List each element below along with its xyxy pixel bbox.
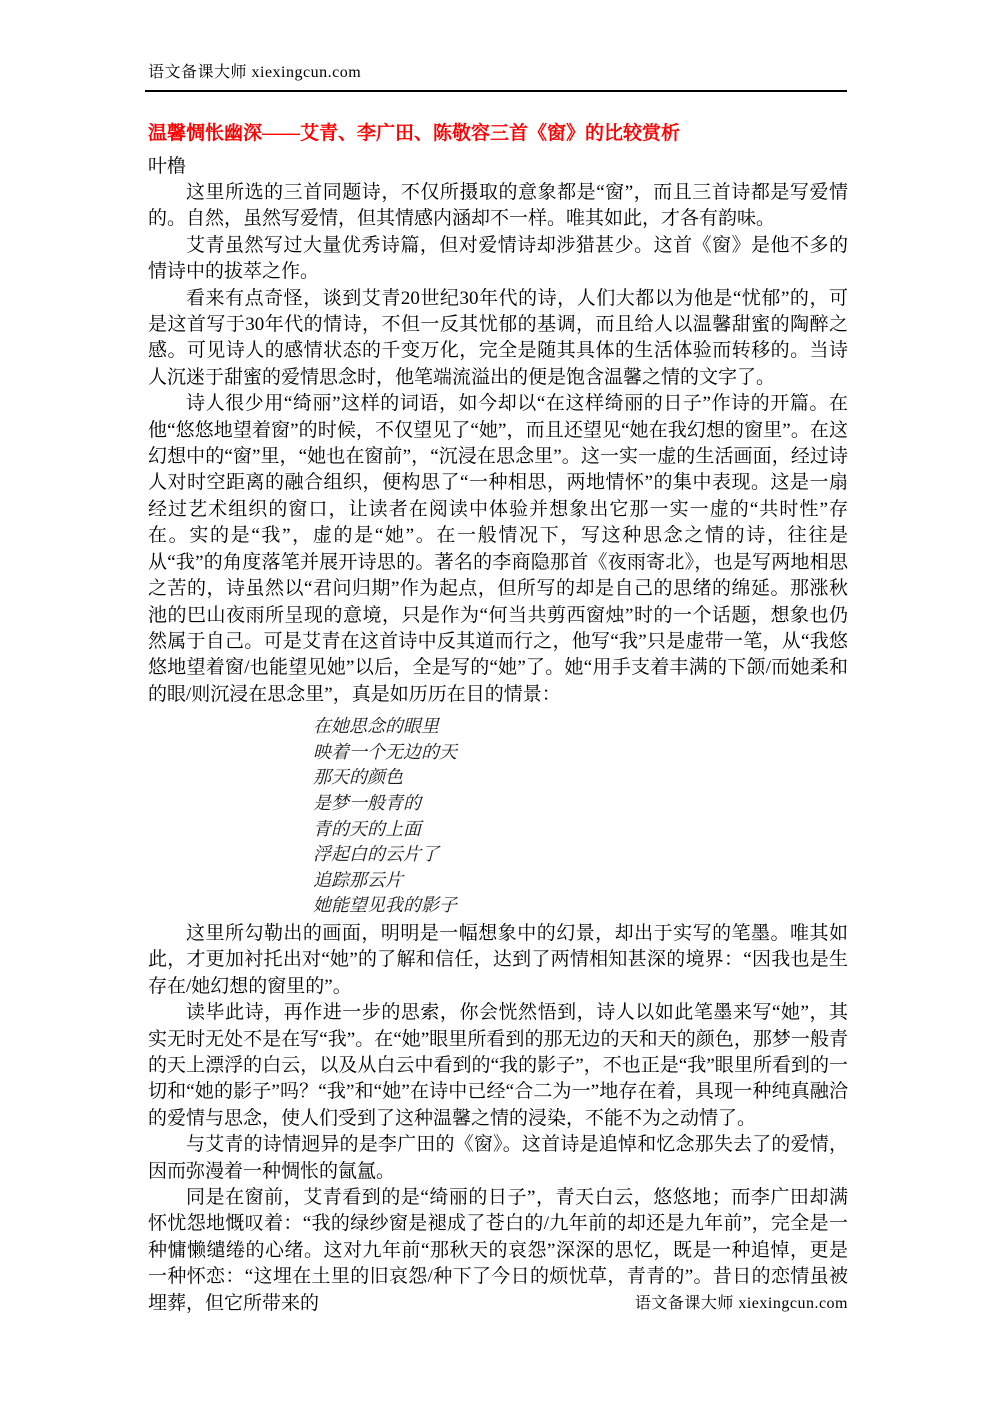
poem-line: 青的天的上面 xyxy=(313,818,421,839)
poem-line: 她能望见我的影子 xyxy=(313,895,457,916)
poem-line: 那天的颜色 xyxy=(313,767,403,788)
poem-line: 在她思念的眼里 xyxy=(313,716,439,737)
poem-line: 浮起白的云片了 xyxy=(313,844,439,865)
body-paragraph: 读毕此诗，再作进一步的思索，你会恍然悟到，诗人以如此笔墨来写“她”，其实无时无处不是在写“我”。在“她”眼里所看到的那无边的天和天的颜色，那梦一般青的天上漂浮的白云，以及从白云中看到的“我的影子”，不也正是“我”眼里所看到的一切和“她的影子”吗？“我”和“她”在诗中已经“合二为一”地存在着，具现一种纯真融洽的爱情与思念，使人们受到了这种温馨之情的浸染，不能不为之动情了。 xyxy=(148,1002,848,1129)
body-paragraph: 与艾青的诗情迥异的是李广田的《窗》。这首诗是追悼和忆念那失去了的爱情，因而弥漫着一种惆怅的氤氲。 xyxy=(148,1134,848,1182)
header-site-brand: 语文备课大师 xiexingcun.com xyxy=(148,64,362,81)
poem-block xyxy=(313,714,848,919)
poem-line: 映着一个无边的天 xyxy=(313,741,457,762)
body-paragraph: 这里所选的三首同题诗，不仅所摄取的意象都是“窗”，而且三首诗都是写爱情的。自然，虽然写爱情，但其情感内涵却不一样。唯其如此，才各有韵味。 xyxy=(148,182,848,230)
paragraphs-after-poem xyxy=(148,921,848,1317)
poem-line: 是梦一般青的 xyxy=(313,792,421,813)
body-paragraph: 看来有点奇怪，谈到艾青20世纪30年代的诗，人们大都以为他是“忧郁”的，可是这首写于30年代的情诗，不但一反其忧郁的基调，而且给人以温馨甜蜜的陶醉之感。可见诗人的感情状态的千变万化，完全是随其具体的生活体验而转移的。当诗人沉迷于甜蜜的爱情思念时，他笔端流溢出的便是饱含温馨之情的文字了。 xyxy=(148,287,848,388)
article-author: 叶橹 xyxy=(148,156,187,177)
page-header xyxy=(148,62,848,84)
header-rule xyxy=(145,90,847,92)
page-footer xyxy=(148,1293,848,1315)
body-paragraph: 艾青虽然写过大量优秀诗篇，但对爱情诗却涉猎甚少。这首《窗》是他不多的情诗中的拔萃之作。 xyxy=(148,234,848,283)
footer-site-brand: 语文备课大师 xiexingcun.com xyxy=(634,1295,848,1312)
article-content xyxy=(148,120,848,1317)
body-paragraph: 同是在窗前，艾青看到的是“绮丽的日子”，青天白云，悠悠地；而李广田却满怀忧怨地慨叹着：“我的绿纱窗是褪成了苍白的/九年前的却还是九年前”，完全是一种慵懒缱绻的心绪。这对九年前“那秋天的哀怨”深深的思忆，既是一种追悼，更是一种怀恋：“这埋在土里的旧哀怨/种下了今日的烦忧草，青青的”。昔日的恋情虽被埋葬，但它所带来的 xyxy=(148,1186,848,1314)
paragraphs-before-poem xyxy=(148,180,848,708)
poem-line: 追踪那云片 xyxy=(313,869,403,890)
body-paragraph: 诗人很少用“绮丽”这样的词语，如今却以“在这样绮丽的日子”作诗的开篇。在他“悠悠地望着窗”的时候，不仅望见了“她”，而且还望见“她在我幻想的窗里”。在这幻想中的“窗”里，“她也在窗前”，“沉浸在思念里”。这一实一虚的生活画面，经过诗人对时空距离的融合组织，便构思了“一种相思，两地情怀”的集中表现。这是一扇经过艺术组织的窗口，让读者在阅读中体验并想象出它那一实一虚的“共时性”存在。实的是“我”，虚的是“她”。在一般情况下，写这种思念之情的诗，往往是从“我”的角度落笔并展开诗思的。著名的李商隐那首《夜雨寄北》，也是写两地相思之苦的，诗虽然以“君问归期”作为起点，但所写的却是自己的思绪的绵延。那涨秋池的巴山夜雨所呈现的意境，只是作为“何当共剪西窗烛”时的一个话题，想象也仍然属于自己。可是艾青在这首诗中反其道而行之，他写“我”只是虚带一笔，从“我悠悠地望着窗/也能望见她”以后，全是写的“她”了。她“用手支着丰满的下颌/而她柔和的眼/则沉浸在思念里”，真是如历历在目的情景： xyxy=(148,393,848,705)
article-title: 温馨惆怅幽深——艾青、李广田、陈敬容三首《窗》的比较赏析 xyxy=(148,123,681,144)
body-paragraph: 这里所勾勒出的画面，明明是一幅想象中的幻景，却出于实写的笔墨。唯其如此，才更加衬托出对“她”的了解和信任，达到了两情相知甚深的境界：“因我也是生存在/她幻想的窗里的”。 xyxy=(148,922,848,997)
